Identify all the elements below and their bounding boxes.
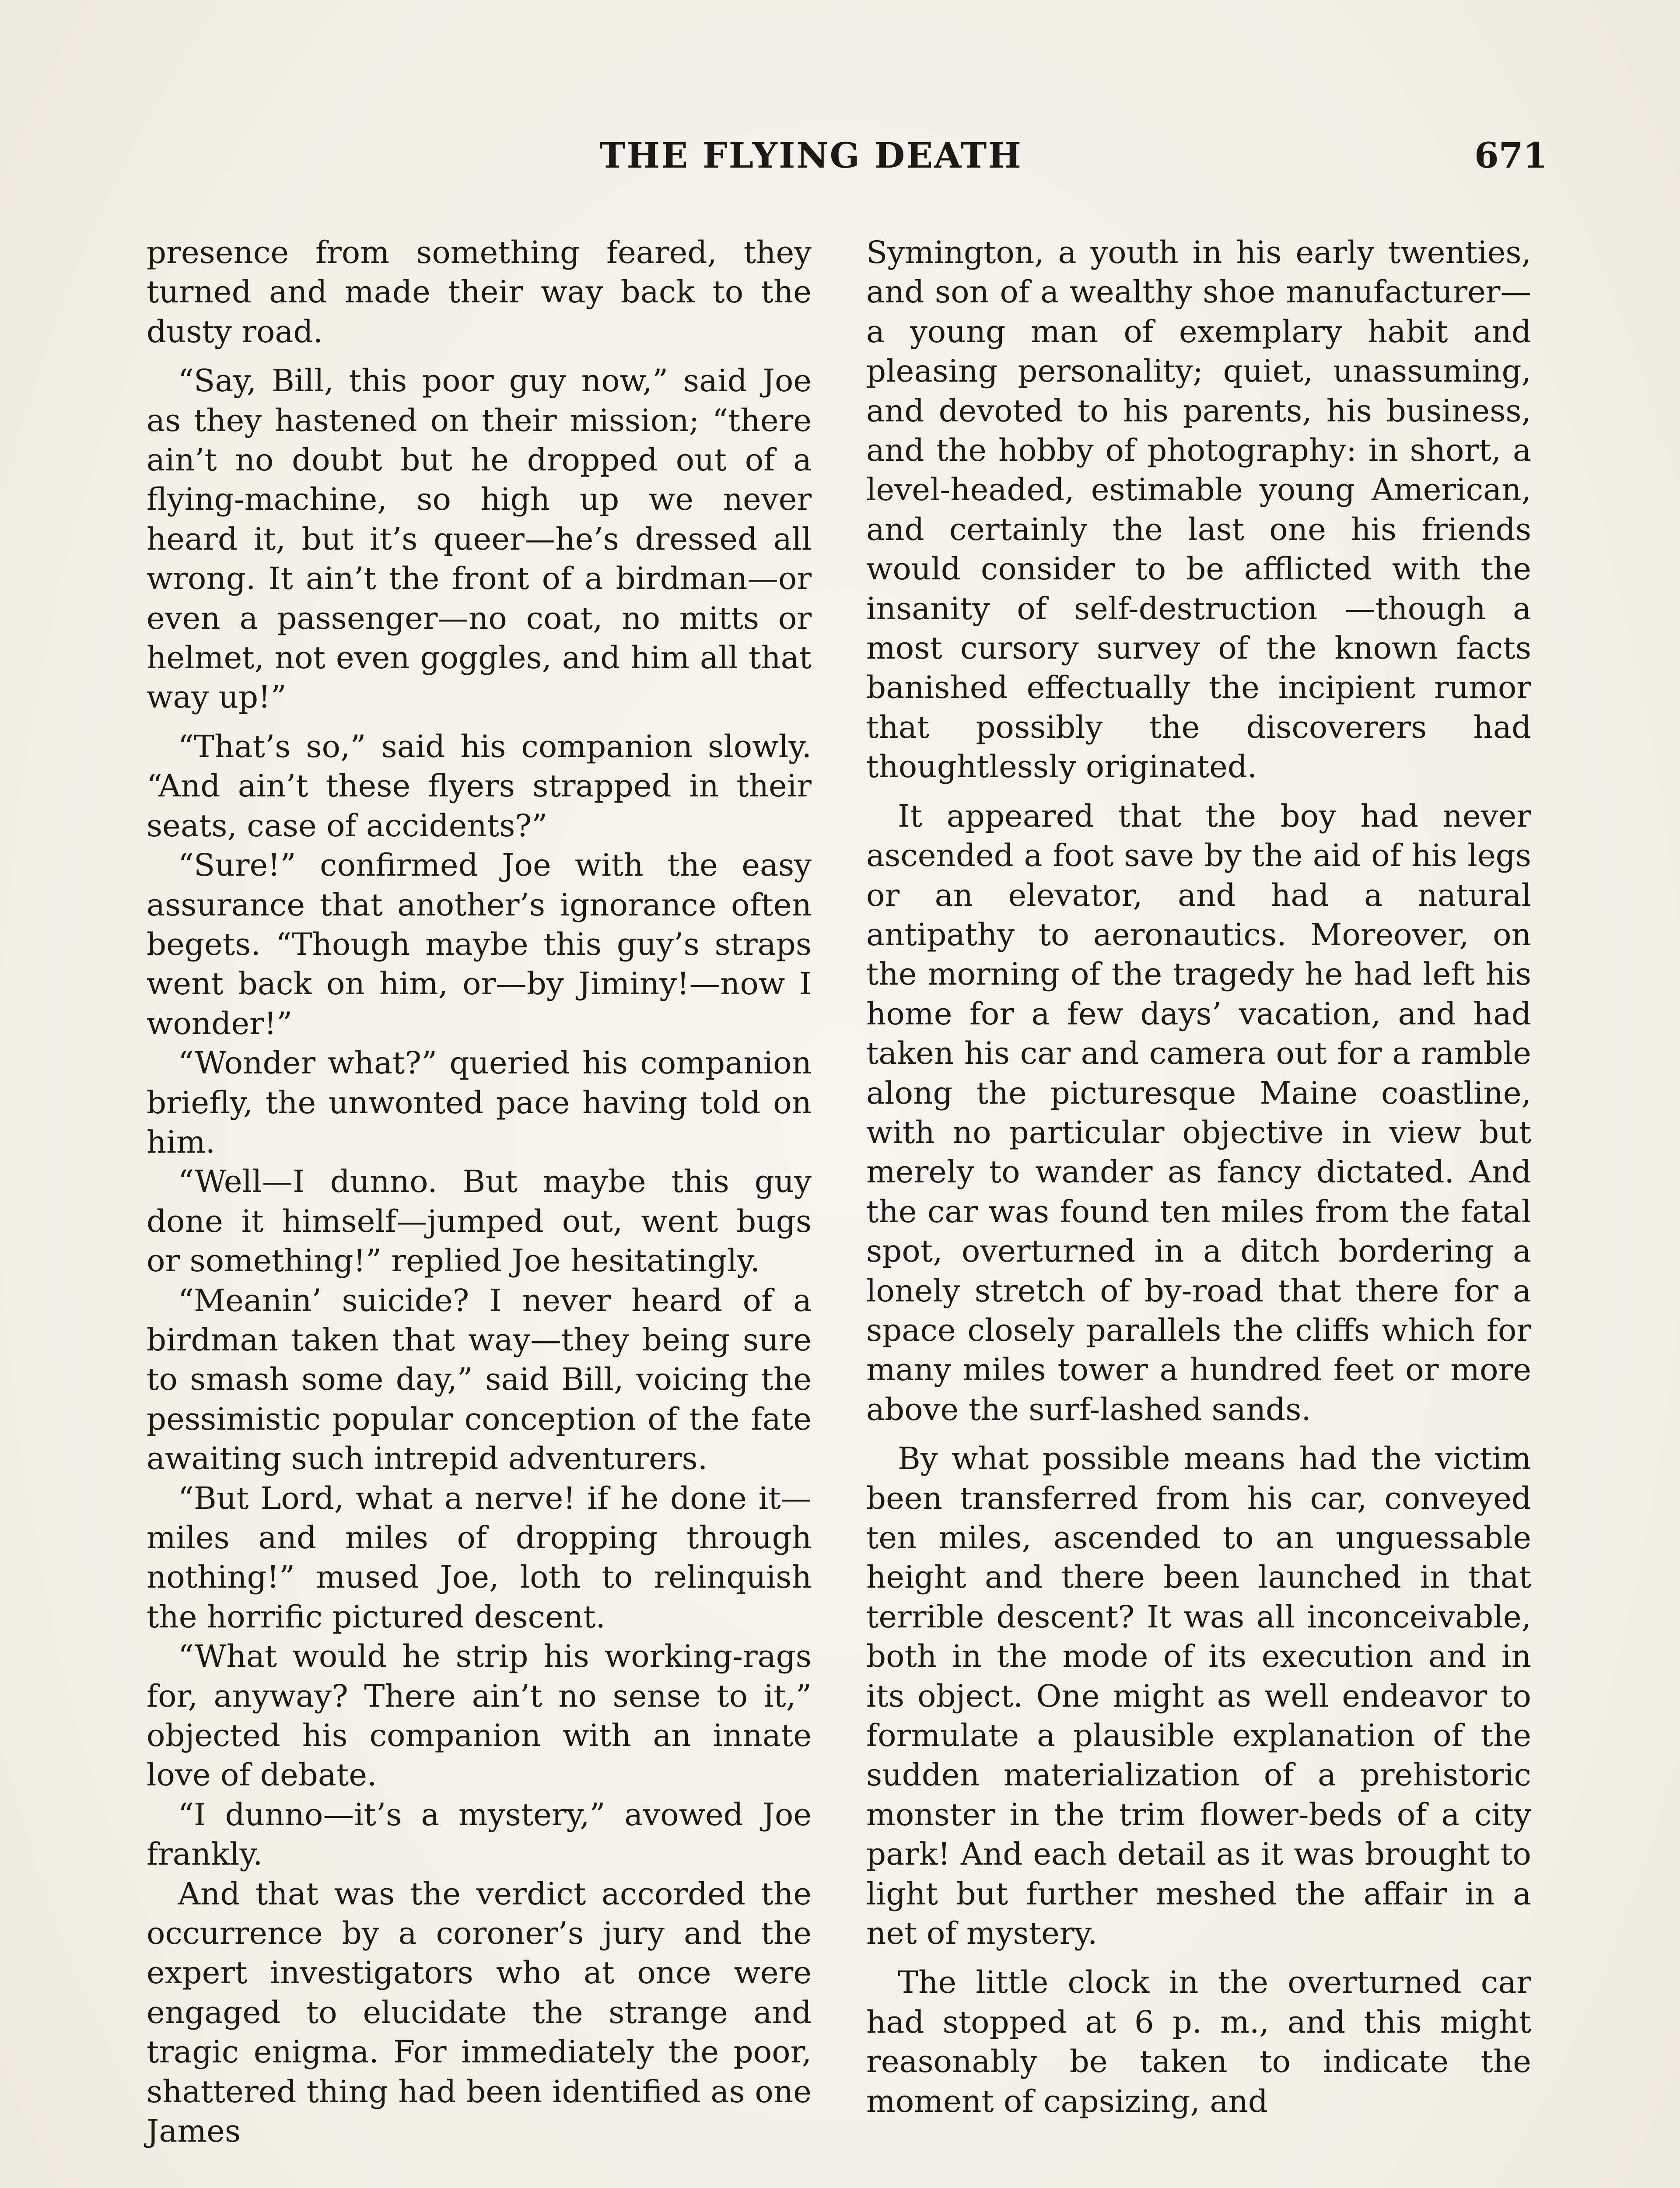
- paragraph: And that was the verdict accorded the occurrence by a coroner’s jury and the expert investigators who at once were engaged to elucidate the strange and tragic enigma. For immediately the poor, shattered thing had been identified as one James: [147, 1876, 812, 2149]
- paragraph: “Meanin’ suicide? I never heard of a birdman taken that way—they being sure to smash some day,” said Bill, voicing the pessimistic popular conception of the fate awaiting such intrepid adventurers.: [147, 1282, 812, 1477]
- right-text-column: [866, 233, 1531, 2121]
- paragraph: “But Lord, what a nerve! if he done it—miles and miles of dropping through nothing!” mused Joe, loth to relinquish the horrific pictured descent.: [147, 1480, 812, 1635]
- paragraph: “Sure!” confirmed Joe with the easy assurance that another’s ignorance often begets. “Though maybe this guy’s straps went back on him, or—by Jiminy!—now I wonder!”: [147, 847, 812, 1041]
- paragraph: “Say, Bill, this poor guy now,” said Joe as they hastened on their mission; “there ain’t no doubt but he dropped out of a flying-machine, so high up we never heard it, but it’s queer—he’s dressed all wrong. It ain’t the front of a birdman—or even a passenger—no coat, no mitts or helmet, not even goggles, and him all that way up!”: [147, 363, 812, 715]
- paragraph: “I dunno—it’s a mystery,” avowed Joe frankly.: [147, 1796, 812, 1872]
- page-number: 671: [1474, 135, 1547, 176]
- paragraph: presence from something feared, they turned and made their way back to the dusty road.: [147, 235, 812, 350]
- paragraph: It appeared that the boy had never ascended a foot save by the aid of his legs or an elevator, and had a natural antipathy to aeronautics. Moreover, on the morning of the tragedy he had left his home for a few days’ vacation, and had taken his car and camera out for a ramble along the picturesque Maine coastline, with no particular objective in view but merely to wander as fancy dictated. And the car was found ten miles from the fatal spot, overturned in a ditch bordering a lonely stretch of by-road that there for a space closely parallels the cliffs which for many miles tower a hundred feet or more above the surf-lashed sands.: [866, 798, 1531, 1427]
- paragraph: “That’s so,” said his companion slowly. “And ain’t these flyers strapped in their seats, case of accidents?”: [147, 728, 812, 844]
- paragraph: The little clock in the overturned car had stopped at 6 p. m., and this might reasonably be taken to indicate the moment of capsizing, and: [866, 1964, 1531, 2119]
- paragraph: By what possible means had the victim been transferred from his car, conveyed ten miles, ascended to an unguessable height and there been launched in that terrible descent? It was all inconceivable, both in the mode of its execution and in its object. One might as well endeavor to formulate a plausible explanation of the sudden materialization of a prehistoric monster in the trim flower-beds of a city park! And each detail as it was brought to light but further meshed the affair in a net of mystery.: [866, 1441, 1531, 1952]
- paragraph: “Wonder what?” queried his companion briefly, the unwonted pace having told on him.: [147, 1045, 812, 1160]
- left-text-column: [147, 233, 812, 2151]
- paragraph: Symington, a youth in his early twenties, and son of a wealthy shoe manufacturer—a young man of exemplary habit and pleasing personality; quiet, unassuming, and devoted to his parents, his business, and the hobby of photography: in short, a level-headed, estimable young American, and certainly the last one his friends would consider to be afflicted with the insanity of self-destruction —though a most cursory survey of the known facts banished effectually the incipient rumor that possibly the discoverers had thoughtlessly originated.: [866, 235, 1531, 785]
- running-title: THE FLYING DEATH: [599, 135, 1022, 176]
- paragraph: “Well—I dunno. But maybe this guy done it himself—jumped out, went bugs or something!” replied Joe hesitatingly.: [147, 1164, 812, 1279]
- paragraph: “What would he strip his working-rags for, anyway? There ain’t no sense to it,” objected his companion with an innate love of debate.: [147, 1638, 812, 1793]
